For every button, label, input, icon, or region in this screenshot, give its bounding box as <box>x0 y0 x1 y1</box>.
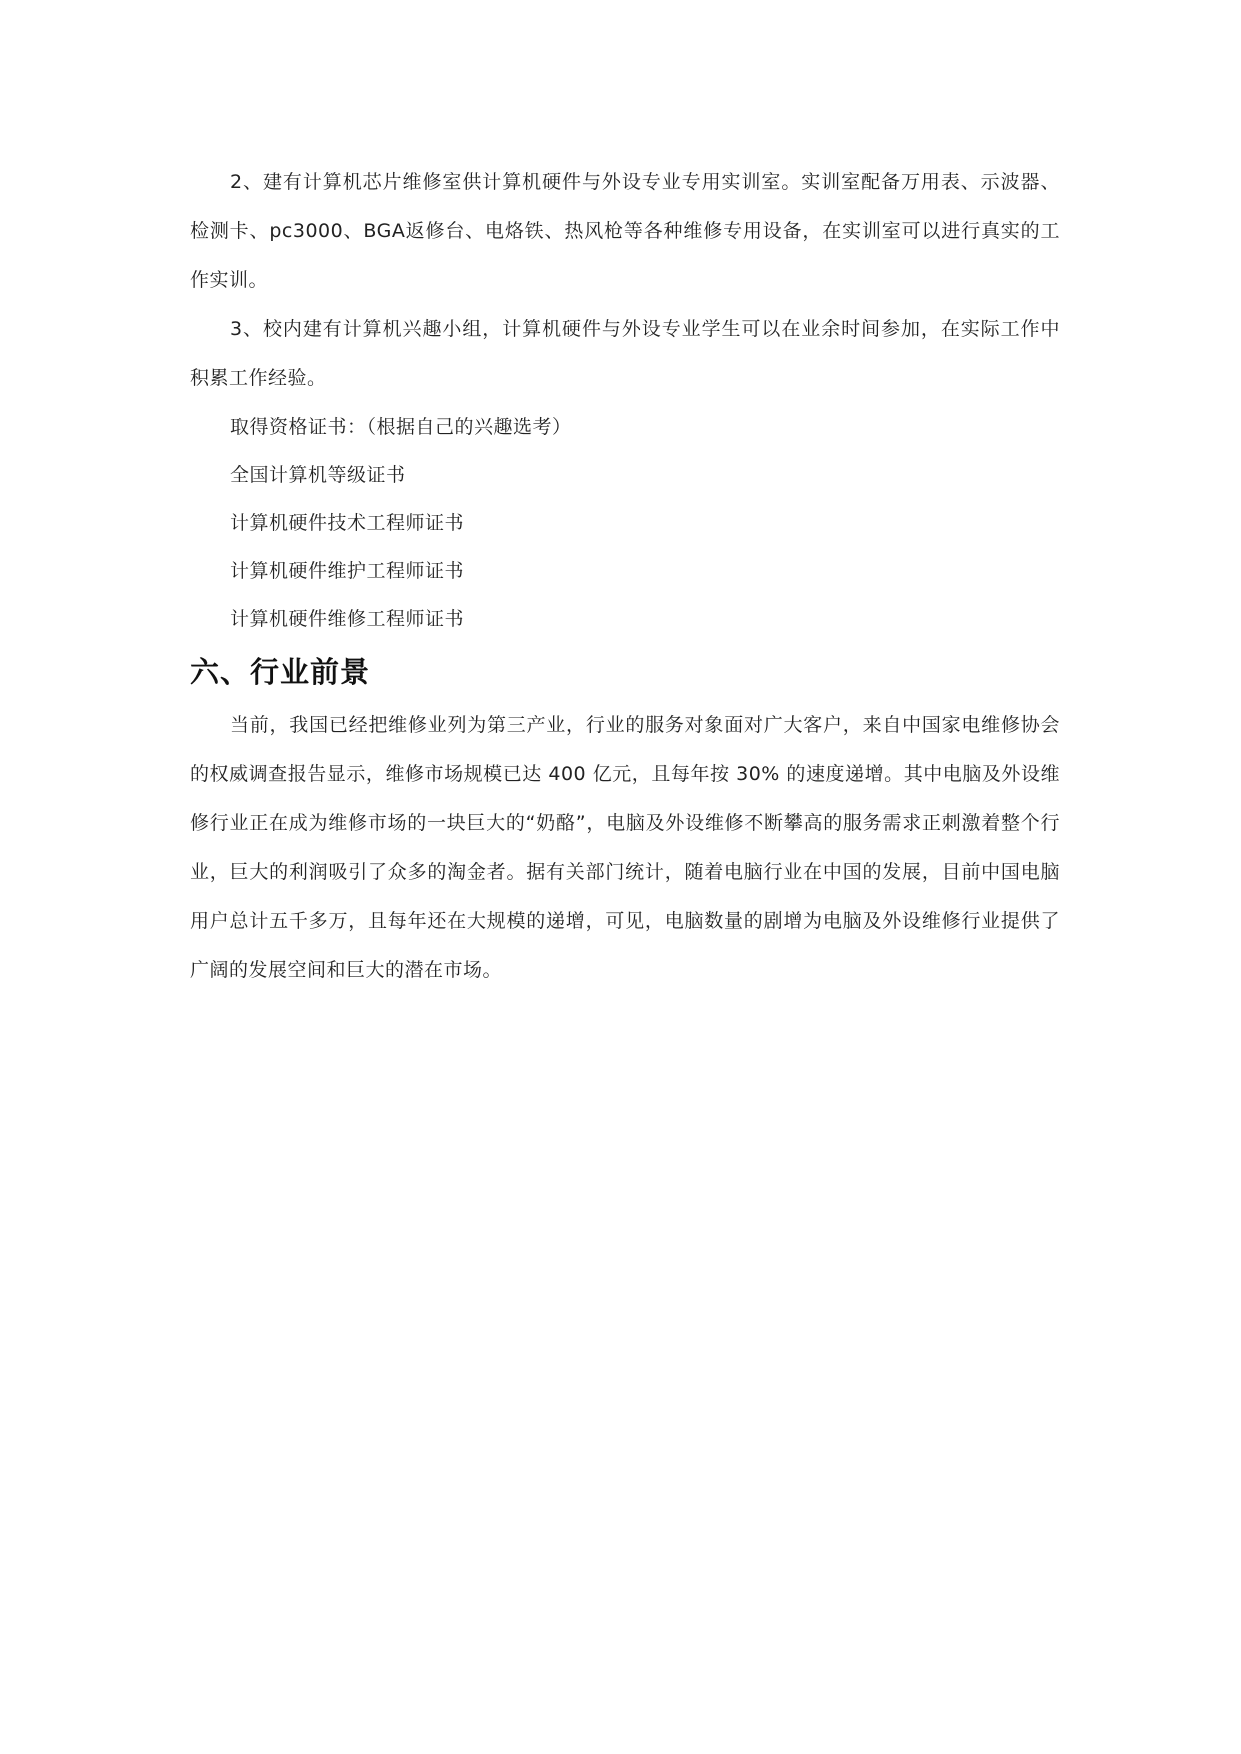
certificates-intro: 取得资格证书：（根据自己的兴趣选考） <box>230 416 572 438</box>
practice-item-2: 2、建有计算机芯片维修室供计算机硬件与外设专业专用实训室。实训室配备万用表、示波器、检测卡、pc3000、BGA返修台、电烙铁、热风枪等各种维修专用设备，在实训室可以进行真实的工作实训。 <box>190 171 1060 291</box>
outlook-paragraph: 当前，我国已经把维修业列为第三产业，行业的服务对象面对广大客户，来自中国家电维修协会的权威调查报告显示，维修市场规模已达 400 亿元，且每年按 30% 的速度递增。其中电脑及外设维修行业正在成为维修市场的一块巨大的“奶酪”，电脑及外设维修不断攀高的服务需求正刺激着整个行业，巨大的利润吸引了众多的淘金者。据有关部门统计，随着电脑行业在中国的发展，目前中国电脑用户总计五千多万，且每年还在大规模的递增，可见，电脑数量的剧增为电脑及外设维修行业提供了广阔的发展空间和巨大的潜在市场。 <box>190 714 1060 981</box>
document-body <box>190 158 1060 995</box>
certificate-item: 全国计算机等级证书 <box>230 464 406 486</box>
section-heading-outlook: 六、行业前景 <box>190 655 371 689</box>
certificate-item: 计算机硬件维修工程师证书 <box>230 608 465 630</box>
certificate-item: 计算机硬件维护工程师证书 <box>230 560 465 582</box>
practice-item-3: 3、校内建有计算机兴趣小组，计算机硬件与外设专业学生可以在业余时间参加，在实际工作中积累工作经验。 <box>190 318 1060 389</box>
certificate-item: 计算机硬件技术工程师证书 <box>230 512 465 534</box>
